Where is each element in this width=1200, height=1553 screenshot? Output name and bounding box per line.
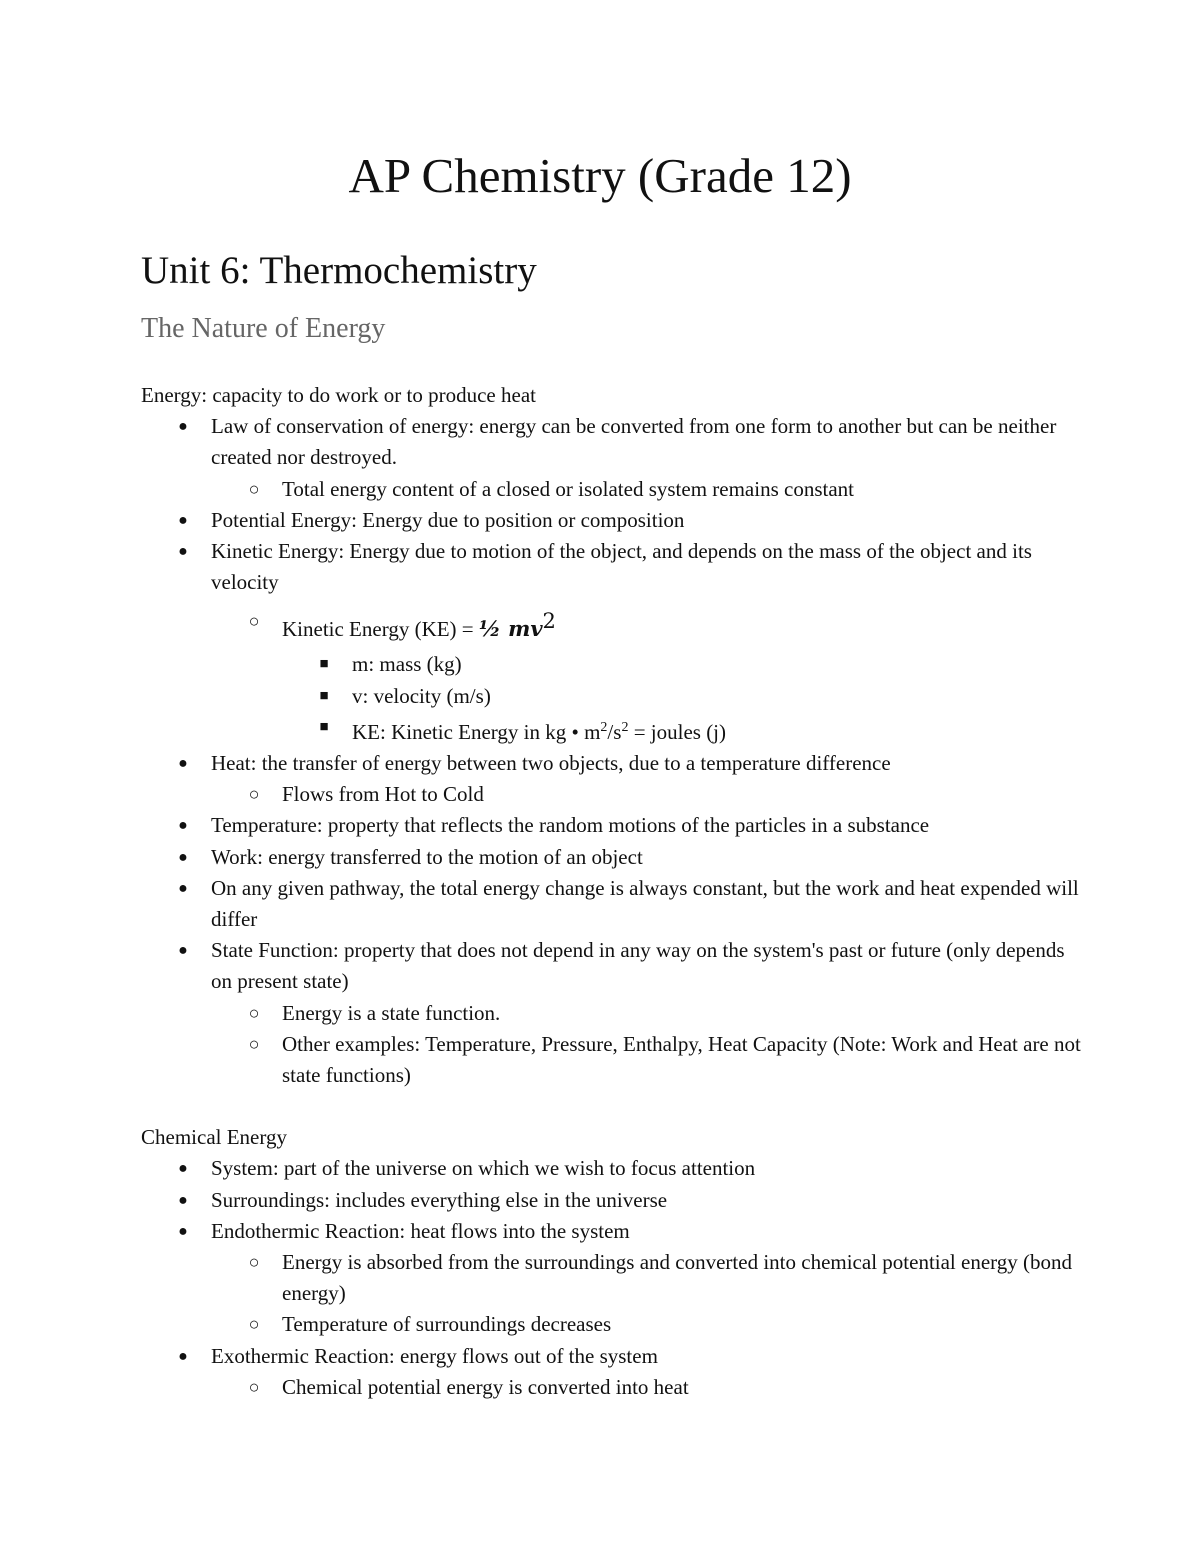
list-item: [141, 712, 1081, 748]
circle-bullet-icon: ○: [248, 478, 260, 499]
ke-units-exponent: 2: [600, 719, 608, 735]
list-item-text: Potential Energy: Energy due to position or composition: [211, 507, 685, 532]
list-item-text: Total energy content of a closed or isolated system remains constant: [282, 476, 854, 501]
list-item-text: Flows from Hot to Cold: [282, 782, 484, 807]
square-bullet-icon: ■: [319, 718, 329, 735]
list-item-text: Chemical potential energy is converted into heat: [282, 1374, 689, 1399]
energy-list: [141, 411, 1081, 1091]
bullet-icon: ●: [178, 817, 188, 835]
bullet-icon: ●: [178, 1191, 188, 1209]
list-item-text: Energy is absorbed from the surroundings and converted into chemical potential energy (bond energy): [282, 1250, 1073, 1306]
circle-bullet-icon: ○: [248, 1314, 260, 1335]
unit-heading: Unit 6: Thermochemistry: [141, 249, 537, 292]
ke-units-text: KE: Kinetic Energy in kg • m: [352, 719, 601, 744]
list-item-text: Energy is a state function.: [282, 1000, 501, 1025]
circle-bullet-icon: ○: [248, 611, 260, 632]
ke-formula-exponent: 2: [542, 609, 556, 634]
list-item: [141, 681, 1081, 712]
list-item-text: Temperature of surroundings decreases: [282, 1312, 612, 1337]
list-item: [141, 779, 1081, 810]
list-item: [141, 1372, 1081, 1403]
section-heading: The Nature of Energy: [141, 313, 386, 344]
document-body: [141, 380, 1081, 1403]
list-item: [141, 411, 1081, 473]
list-item: [141, 842, 1081, 873]
list-item-text: On any given pathway, the total energy change is always constant, but the work and heat expended will differ: [211, 875, 1079, 932]
energy-definition: Energy: capacity to do work or to produce heat: [141, 383, 536, 407]
square-bullet-icon: ■: [319, 687, 329, 704]
ke-units-text: = joules (j): [628, 719, 727, 744]
list-item: [141, 1216, 1081, 1247]
bullet-icon: ●: [178, 879, 188, 897]
circle-bullet-icon: ○: [248, 1376, 260, 1397]
list-item-text: State Function: property that does not depend in any way on the system's past or future (only depends on present state): [211, 938, 1065, 994]
ke-units-exponent: 2: [621, 719, 629, 735]
list-item: [141, 1029, 1081, 1091]
list-item: [141, 536, 1081, 598]
bullet-icon: ●: [178, 942, 188, 960]
chemical-energy-list: [141, 1153, 1081, 1403]
list-item: [141, 935, 1081, 997]
list-item-text: Heat: the transfer of energy between two objects, due to a temperature difference: [211, 751, 891, 776]
list-item-text: Other examples: Temperature, Pressure, Enthalpy, Heat Capacity (Note: Work and Heat are not state functions): [282, 1031, 1081, 1088]
list-item-text: System: part of the universe on which we wish to focus attention: [211, 1156, 756, 1181]
bullet-icon: ●: [178, 1160, 188, 1178]
list-item: [141, 998, 1081, 1029]
list-item: [141, 1247, 1081, 1309]
list-item: [141, 1309, 1081, 1340]
list-item-text: Temperature: property that reflects the random motions of the particles in a substance: [211, 813, 930, 838]
list-item: [141, 873, 1081, 935]
list-item: [141, 505, 1081, 536]
list-item: [141, 1153, 1081, 1184]
circle-bullet-icon: ○: [248, 784, 260, 805]
circle-bullet-icon: ○: [248, 1252, 260, 1273]
circle-bullet-icon: ○: [248, 1002, 260, 1023]
list-item: [141, 598, 1081, 649]
ke-units-text: /s: [607, 719, 622, 744]
bullet-icon: ●: [178, 848, 188, 866]
list-item: [141, 748, 1081, 779]
list-item-text: Kinetic Energy: Energy due to motion of the object, and depends on the mass of the object and its velocity: [211, 539, 1032, 595]
square-bullet-icon: ■: [319, 656, 329, 673]
list-item: [141, 810, 1081, 841]
list-item-text: v: velocity (m/s): [352, 683, 491, 708]
ke-formula-expression: ½ mv: [478, 616, 543, 642]
list-item-text: Work: energy transferred to the motion of an object: [211, 844, 643, 869]
bullet-icon: ●: [178, 755, 188, 773]
circle-bullet-icon: ○: [248, 1033, 260, 1054]
bullet-icon: ●: [178, 1347, 188, 1365]
ke-formula-label: Kinetic Energy (KE) =: [282, 617, 479, 642]
list-item: [141, 474, 1081, 505]
list-item: [141, 1185, 1081, 1216]
list-item-text: Law of conservation of energy: energy can be converted from one form to another but can be neither created nor destroyed.: [211, 414, 1057, 470]
bullet-icon: ●: [178, 543, 188, 561]
list-item: [141, 1341, 1081, 1372]
list-item-text: Surroundings: includes everything else in the universe: [211, 1187, 668, 1212]
list-item: [141, 649, 1081, 680]
list-item-text: Endothermic Reaction: heat flows into the system: [211, 1218, 630, 1243]
list-item-text: Exothermic Reaction: energy flows out of the system: [211, 1343, 658, 1368]
document-title: AP Chemistry (Grade 12): [348, 148, 852, 203]
bullet-icon: ●: [178, 511, 188, 529]
spacer: [141, 1091, 1081, 1122]
chemical-energy-heading: Chemical Energy: [141, 1125, 287, 1150]
list-item-text: m: mass (kg): [352, 652, 462, 677]
bullet-icon: ●: [178, 1222, 188, 1240]
bullet-icon: ●: [178, 418, 188, 436]
